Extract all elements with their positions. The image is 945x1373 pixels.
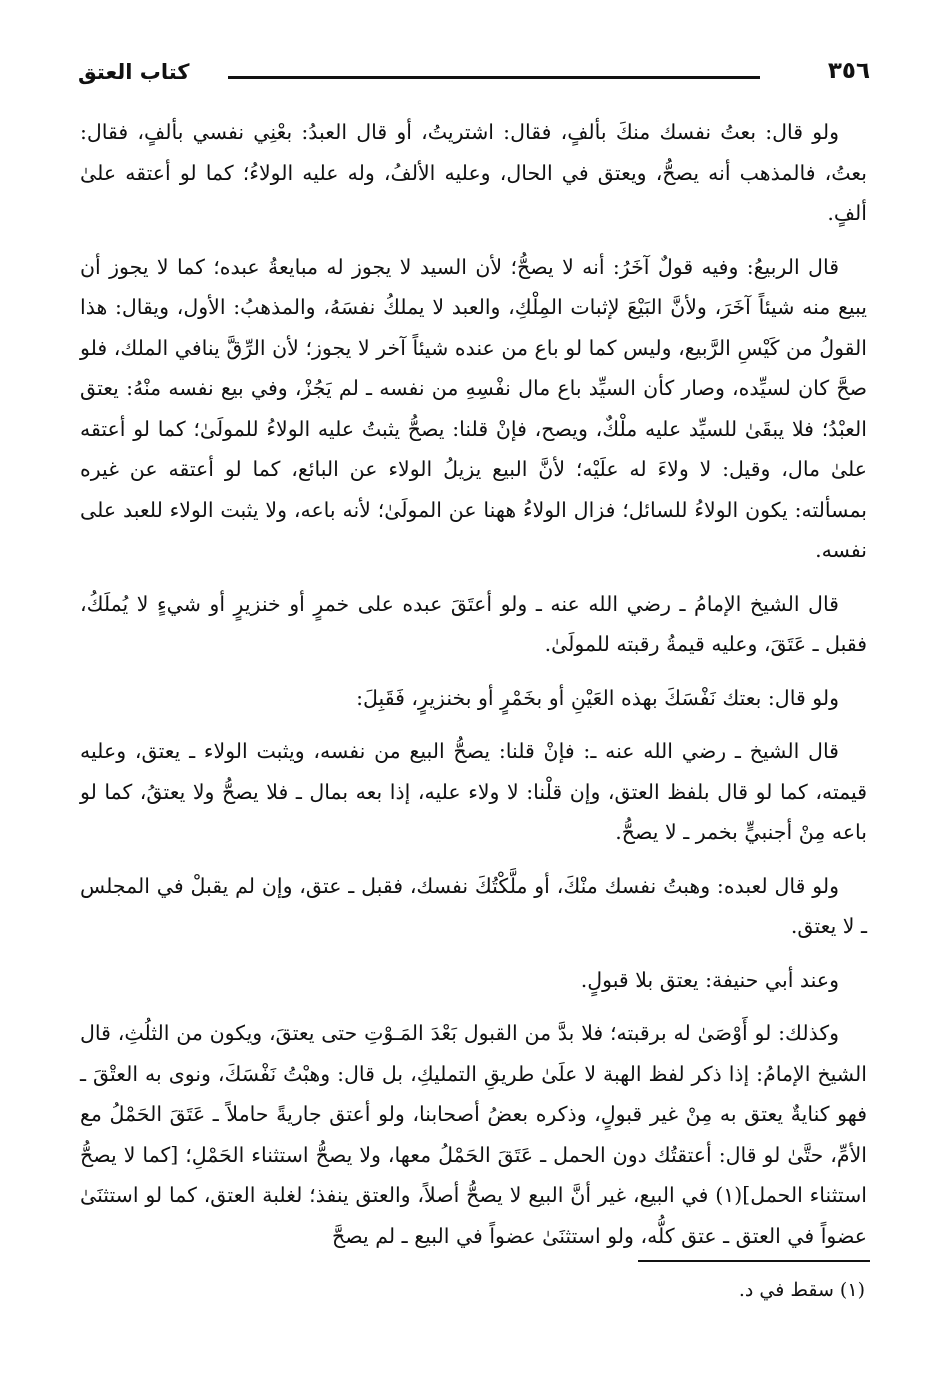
page-number: ٣٥٦ (827, 58, 870, 84)
paragraph-5: قال الشيخ ـ رضي الله عنه ـ: فإنْ قلنا: يصحُّ البيع من نفسه، ويثبت الولاء ـ يعتق، وعليه قيمته، كما لو قال بلفظ العتق، وإن قلْنا: لا ولاء عليه، إذا بعه بمال ـ فلا يصحُّ ولا يعتقُ، كما لو باعه مِنْ أجنبيٍّ بخمر ـ لا يصحُّ. (80, 739, 867, 844)
paragraph-6: ولو قال لعبده: وهبتُ نفسك منْكَ، أو ملَّكْتُكَ نفسك، فقبل ـ عتق، وإن لم يقبلْ في المجلس ـ لا يعتق. (80, 873, 867, 938)
body-text (80, 112, 867, 1269)
paragraph-4: ولو قال: بعتك نَفْسَكَ بهذه العَيْنِ أو بخَمْرٍ أو بخنزيرٍ، فَقَبِلَ: (356, 685, 839, 710)
paragraph-2: قال الربيعُ: وفيه قولٌ آخَرُ: أنه لا يصحُّ؛ لأن السيد لا يجوز له مبايعةُ عبده؛ كما لا يجوز أن يبيع منه شيئاً آخَرَ، ولأنَّ البَيْعَ لإثبات المِلْكِ، والعبد لا يملكُ نفسَهُ، والمذهبُ: الأول، ويقال: هذا القولُ من كَيْسِ الرَّبيع، وليس كما لو باع من عنده شيئاً آخر لا يجوز؛ لأن الرِّقَّ ينافي الملك، فلو صحَّ كان لسيِّده، وصار كأن السيِّد باع مال نفْسِهِ من نفسه ـ لم يَجُزْ، وفي بيع نفسه منْهُ: يعتق العبْدُ؛ فلا يبقَىٰ للسيِّد عليه ملْكٌ، ويصح، فإنْ قلنا: يصحُّ يثبتُ عليه الولاءُ للمولَىٰ؛ كما لو أعتقه علىٰ مال، وقيل: لا ولاءَ له علَيْه؛ لأنَّ البيع يزيلُ الولاء عن البائع، كما لو أعتقه عن غيره بمسألته: يكون الولاءُ للسائل؛ فزال الولاءُ ههنا عن المولَىٰ؛ لأنه باعه، ولا يثبت الولاء للعبد على نفسه. (80, 254, 867, 562)
page-header (78, 58, 870, 94)
book-title: كتاب العتق (78, 60, 190, 84)
paragraph-8: وكذلك: لو أَوْصَىٰ له برقبته؛ فلا بدَّ من القبول بَعْدَ المَـوْتِ حتى يعتقَ، ويكون من الثلُثِ، قال الشيخ الإمامُ: إذا ذكر لفظ الهبة لا علَىٰ طريقِ التمليكِ، بل قال: وهبْتُ نَفْسَكَ، ونوى به العتْقَ ـ فهو كنايةٌ يعتق به مِنْ غير قبولٍ، وذكره بعضُ أصحابنا، ولو أعتق جاريةً حاملاً ـ عَتَقَ الحَمْلُ مع الأمِّ، حتَّىٰ لو قال: أعتقتُك دون الحمل ـ عَتَقَ الحَمْلُ معها، ولا يصحُّ استثناء الحَمْلِ؛ [كما لا يصحُّ استثناء الحمل](١) في البيع، غير أنَّ البيع لا يصحُّ أصلاً، والعتق ينفذ؛ لغلبة العتق، كما لو استثنَىٰ عضواً في العتق ـ عتق كلُّه، ولو استثنَىٰ عضواً في البيع ـ لم يصحَّ (80, 1021, 867, 1248)
paragraph-7: وعند أبي حنيفة: يعتق بلا قبولٍ. (580, 967, 839, 992)
header-rule (228, 76, 760, 79)
paragraph-1: ولو قال: بعتُ نفسك منكَ بألفٍ، فقال: اشتريتُ، أو قال العبدُ: بعْنِي نفسي بألفٍ، فقال: بعتُ، فالمذهب أنه يصحُّ، ويعتق في الحال، وعليه الألفُ، وله عليه الولاءُ؛ كما لو أعتقه علىٰ ألفٍ. (80, 120, 867, 225)
paragraph-3: قال الشيخ الإمامُ ـ رضي الله عنه ـ ولو أعتَقَ عبده على خمرٍ أو خنزيرٍ أو شيءٍ لا يُملَكُ، فقبل ـ عَتَقَ، وعليه قيمةُ رقبته للمولَىٰ. (80, 591, 867, 656)
footnote: (١) سقط في د. (738, 1279, 865, 1301)
footnote-rule (638, 1260, 870, 1262)
